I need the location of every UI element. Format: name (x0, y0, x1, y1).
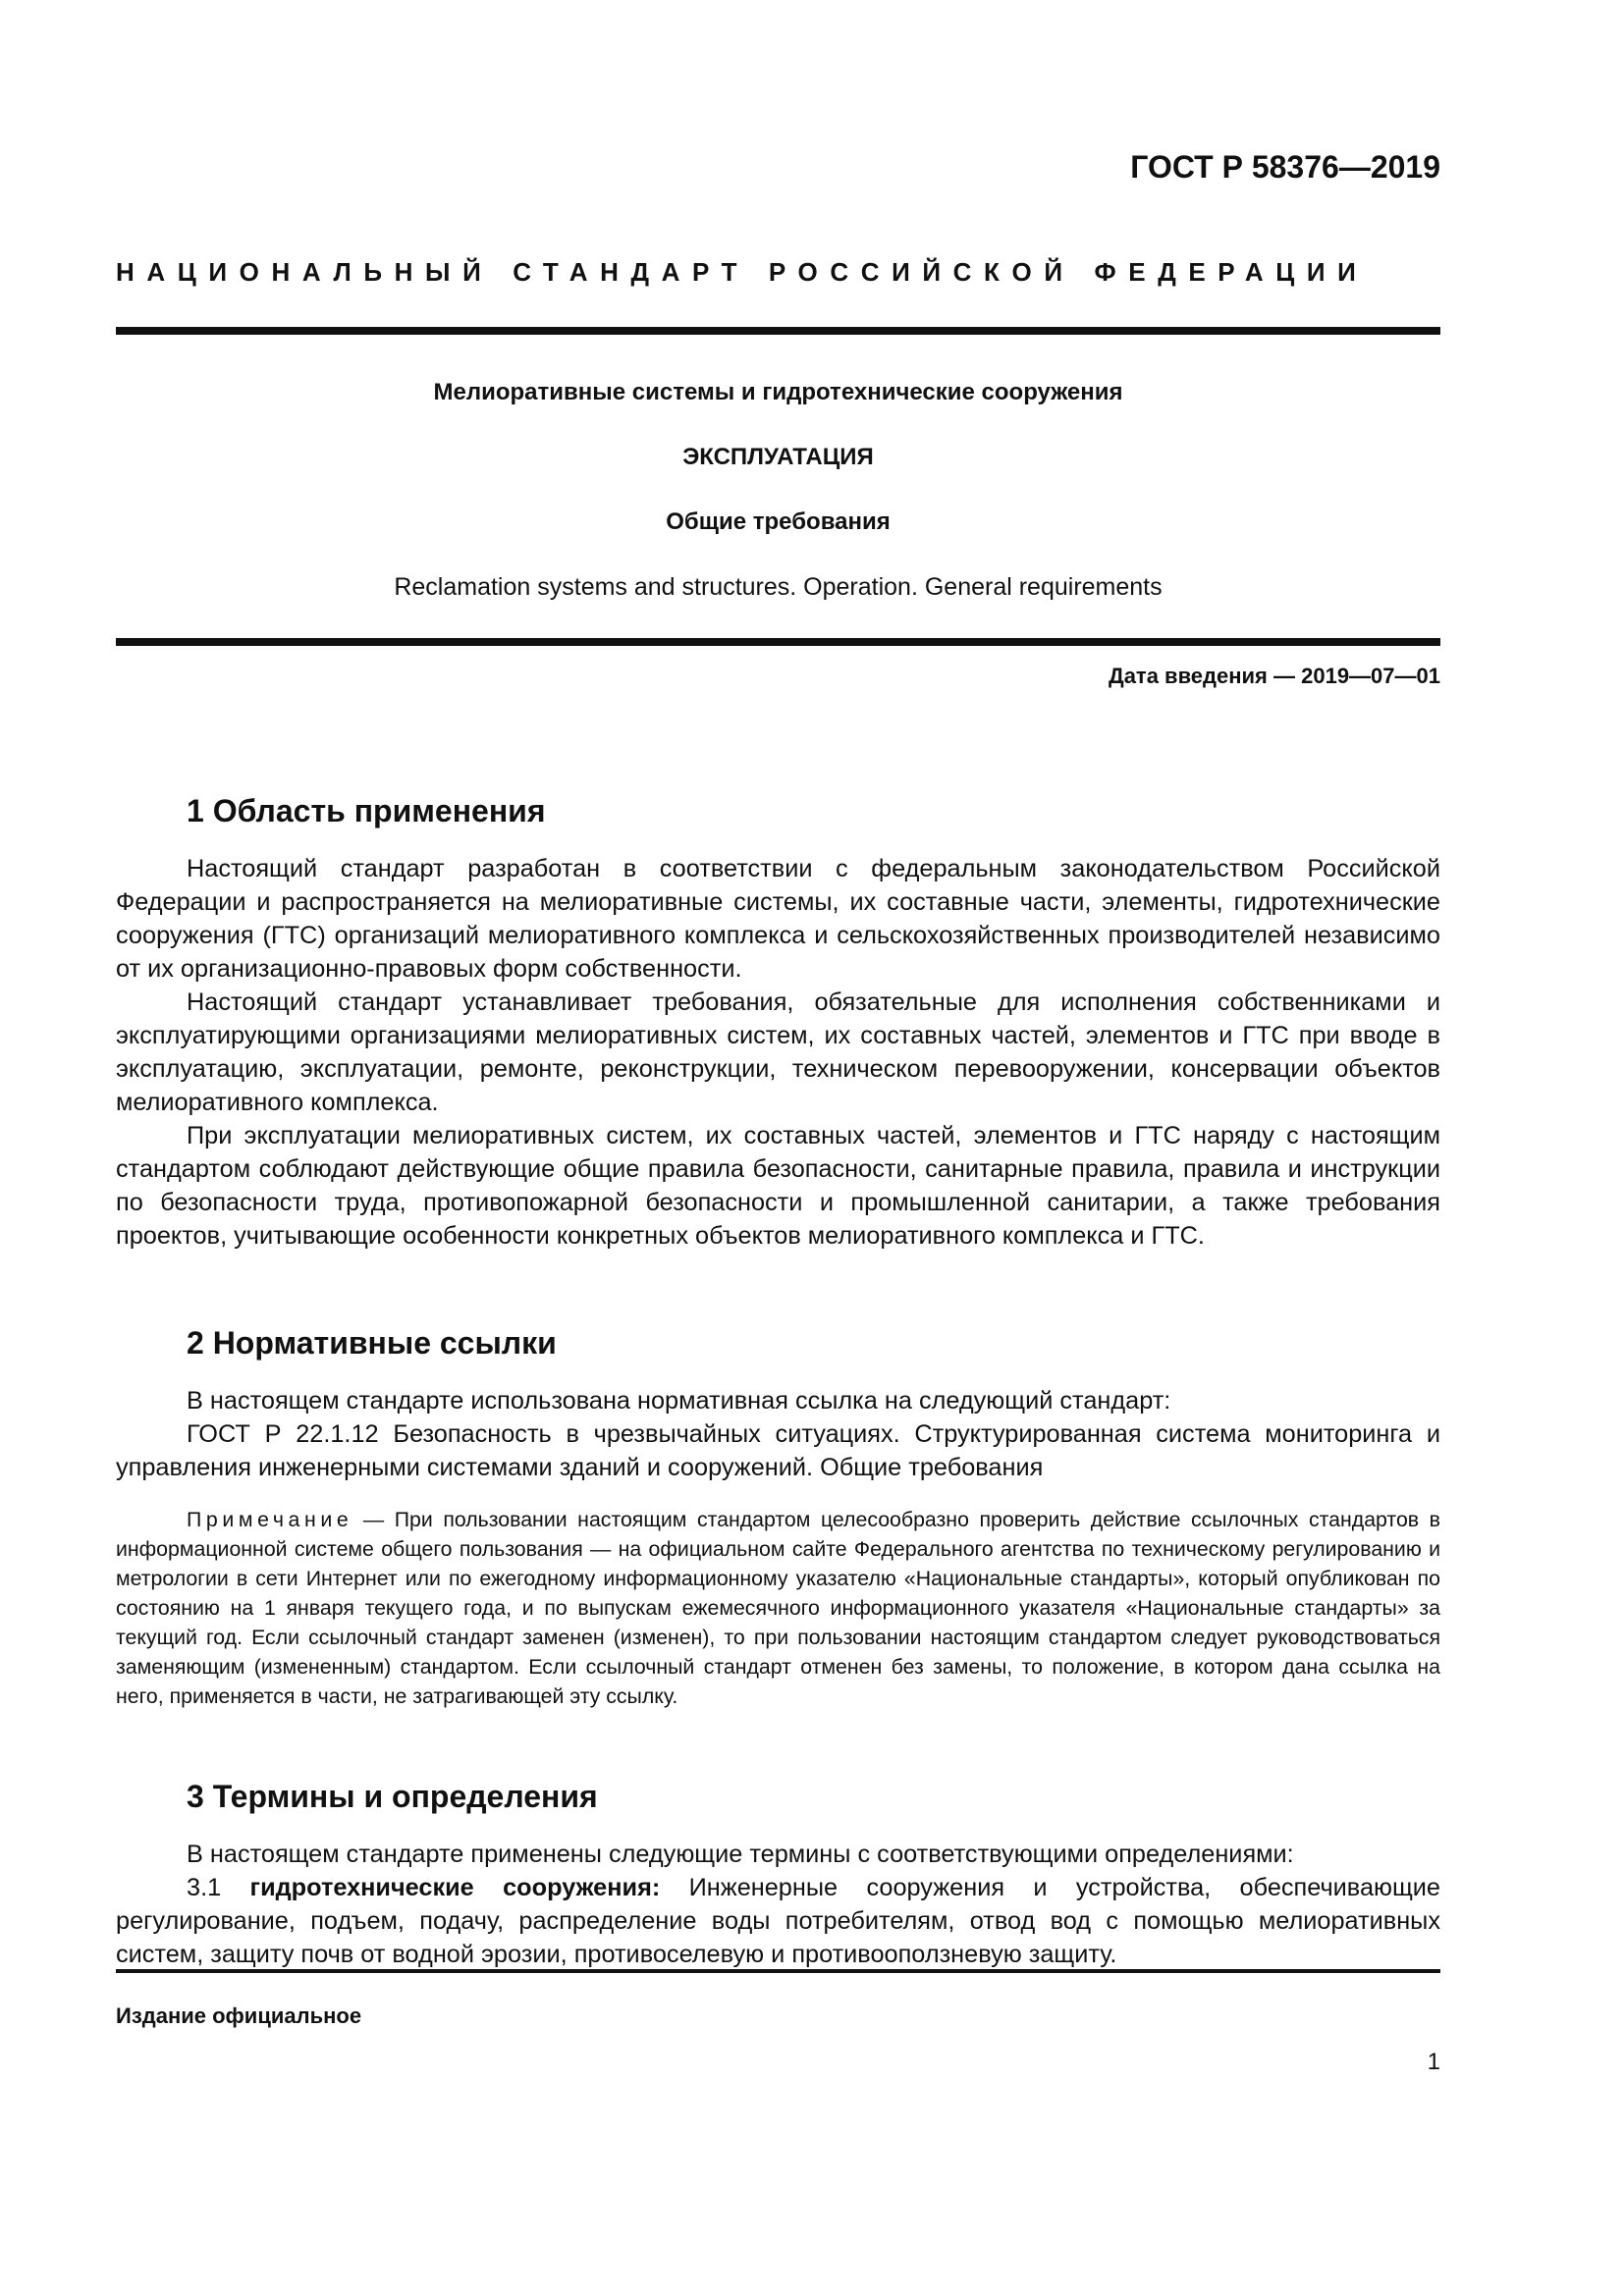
section-1-heading: 1 Область применения (187, 793, 546, 828)
paragraph: В настоящем стандарте применены следующие термины с соответствующими определениями: (187, 1841, 1294, 1868)
section-3-heading: 3 Термины и определения (187, 1779, 598, 1814)
note-label: Примечание (187, 1508, 353, 1531)
edition-label: Издание официальное (116, 2003, 362, 2028)
note-text: — При пользовании настоящим стандартом целесообразно проверить действие ссылочных стандартов в информационной системе общего пользования — на официальном сайте Федерального агентства по техническому регулированию и метрологии в сети Интернет или по ежегодному информационному указателю «Национальные стандарты», который опубликован по состоянию на 1 января текущего года, и по выпускам ежемесячного информационного указателя «Национальные стандарты» за текущий год. Если ссылочный стандарт заменен (изменен), то при пользовании настоящим стандартом следует руководствоваться заменяющим (измененным) стандартом. Если ссылочный стандарт отменен без замены, то положение, в котором дана ссылка на него, применяется в части, не затрагивающей эту ссылку. (116, 1508, 1440, 1708)
section-3-body (116, 1838, 1440, 1971)
section-1-body (116, 852, 1440, 1253)
top-divider (116, 327, 1440, 335)
paragraph: Настоящий стандарт устанавливает требования, обязательные для исполнения собственниками и эксплуатирующими организациями мелиоративных систем, их составных частей, элементов и ГТС при вводе в эксплуатацию, эксплуатации, ремонте, реконструкции, техническом перевооружении, консервации объектов мелиоративного комплекса. (116, 988, 1440, 1116)
title-line-3: Общие требования (666, 508, 891, 535)
section-2-body (116, 1384, 1440, 1484)
term-definition: Инженерные сооружения и устройства, обеспечивающие регулирование, подъем, подачу, распределение воды потребителям, отвод вод с помощью мелиоративных систем, защиту почв от водной эрозии, противоселевую и противооползневую защиту. (116, 1874, 1440, 1968)
title-divider (116, 638, 1440, 646)
introduction-date: Дата введения — 2019—07—01 (1109, 664, 1440, 688)
term-number: 3.1 (187, 1874, 250, 1901)
note-paragraph (116, 1505, 1440, 1711)
note (116, 1505, 1440, 1711)
page-number: 1 (1427, 2049, 1440, 2075)
term-name: гидротехнические сооружения: (249, 1874, 661, 1901)
standard-code: ГОСТ Р 58376—2019 (1130, 149, 1440, 185)
title-line-1: Мелиоративные системы и гидротехнические сооружения (433, 379, 1123, 405)
english-title: Reclamation systems and structures. Operation. General requirements (394, 573, 1163, 601)
paragraph: Настоящий стандарт разработан в соответствии с федеральным законодательством Российской Федерации и распространяется на мелиоративные системы, их составные части, элементы, гидротехнические сооружения (ГТС) организаций мелиоративного комплекса и сельскохозяйственных производителей независимо от их организационно-правовых форм собственности. (116, 855, 1440, 983)
paragraph: При эксплуатации мелиоративных систем, их составных частей, элементов и ГТС наряду с настоящим стандартом соблюдают действующие общие правила безопасности, санитарные правила, правила и инструкции по безопасности труда, противопожарной безопасности и промышленной санитарии, а также требования проектов, учитывающие особенности конкретных объектов мелиоративного комплекса и ГТС. (116, 1122, 1440, 1250)
title-line-2: ЭКСПЛУАТАЦИЯ (682, 444, 874, 470)
section-2-heading: 2 Нормативные ссылки (187, 1325, 557, 1361)
national-standard-banner: НАЦИОНАЛЬНЫЙ СТАНДАРТ РОССИЙСКОЙ ФЕДЕРАЦИИ (116, 257, 1369, 287)
paragraph: В настоящем стандарте использована нормативная ссылка на следующий стандарт: (187, 1387, 1171, 1415)
term-entry (116, 1871, 1440, 1971)
paragraph: ГОСТ Р 22.1.12 Безопасность в чрезвычайных ситуациях. Структурированная система мониторинга и управления инженерными системами зданий и сооружений. Общие требования (116, 1420, 1440, 1481)
footer-divider (116, 1969, 1440, 1973)
